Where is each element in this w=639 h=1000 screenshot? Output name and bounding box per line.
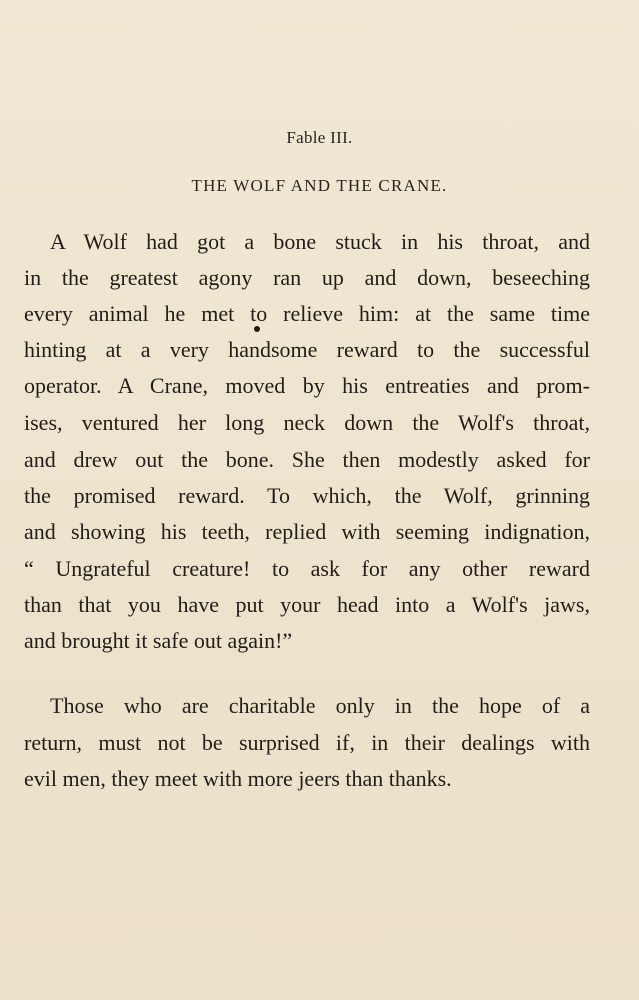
story-line: hinting at a very handsome reward to the successful: [24, 337, 590, 362]
story-line: the promised reward. To which, the Wolf, grinning: [24, 483, 590, 508]
story-line: A Wolf had got a bone stuck in his throat, and: [50, 229, 590, 254]
story-line: and brought it safe out again!”: [24, 628, 293, 653]
moral-line: evil men, they meet with more jeers than thanks.: [24, 766, 452, 791]
story-line: and drew out the bone. She then modestly asked for: [24, 447, 590, 472]
story-line: in the greatest agony ran up and down, beseeching: [24, 265, 590, 290]
moral-line: return, must not be surprised if, in their dealings with: [24, 730, 590, 755]
ink-spot: [254, 326, 260, 332]
story-line: ises, ventured her long neck down the Wolf's throat,: [24, 410, 590, 435]
moral-line: Those who are charitable only in the hope of a: [50, 693, 590, 718]
story-line: every animal he met to relieve him: at the same time: [24, 301, 590, 326]
story-line: than that you have put your head into a Wolf's jaws,: [24, 592, 590, 617]
story-line: and showing his teeth, replied with seeming indignation,: [24, 519, 590, 544]
fable-title: THE WOLF AND THE CRANE.: [191, 176, 448, 195]
story-line: “ Ungrateful creature! to ask for any other reward: [24, 556, 590, 581]
fable-number-heading: Fable III.: [286, 128, 353, 147]
story-line: operator. A Crane, moved by his entreaties and prom-: [24, 373, 590, 398]
